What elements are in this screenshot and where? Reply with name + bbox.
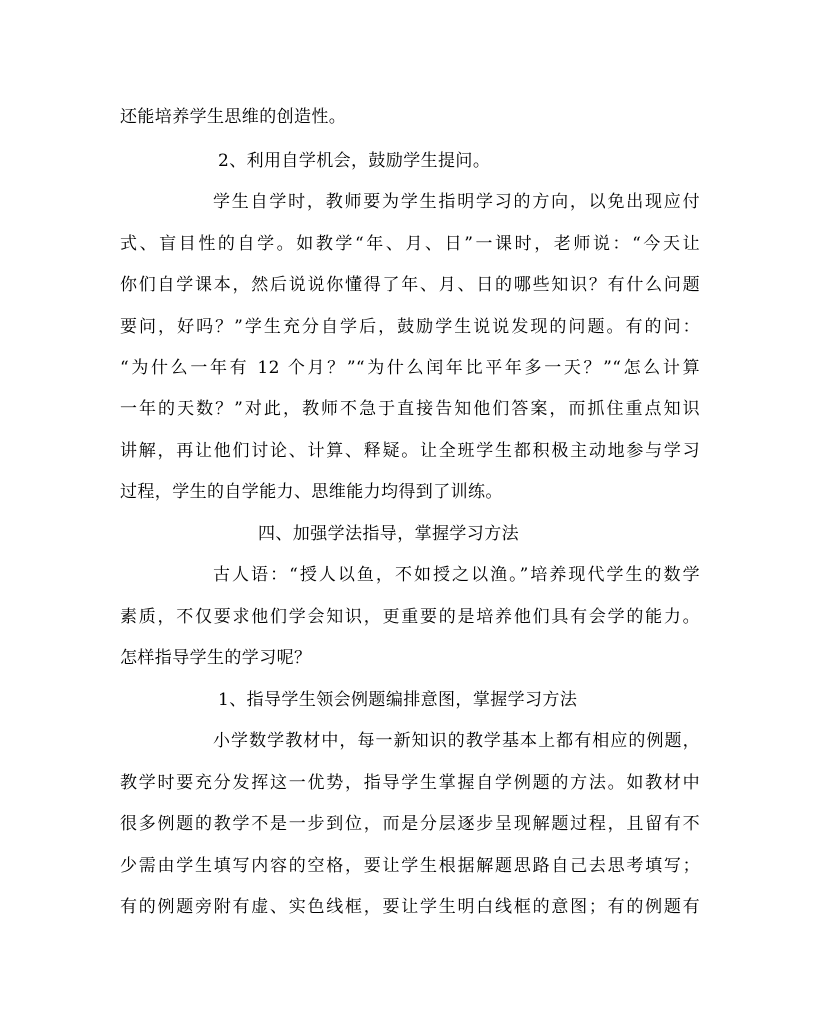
paragraph-line: 讲解，再让他们讨论、计算、释疑。让全班学生都积极主动地参与学习 — [120, 441, 700, 461]
paragraph-line: 素质，不仅要求他们学会知识，更重要的是培养他们具有会学的能力。 — [120, 607, 700, 627]
paragraph-line: 古人语：“授人以鱼，不如授之以渔。”培养现代学生的数学 — [213, 565, 700, 585]
text-line: 还能培养学生思维的创造性。 — [120, 107, 347, 127]
paragraph-line: 怎样指导学生的学习呢？ — [120, 648, 312, 668]
paragraph-line: 你们自学课本，然后说说你懂得了年、月、日的哪些知识？有什么问题 — [120, 275, 700, 295]
paragraph-line: 少需由学生填写内容的空格，要让学生根据解题思路自己去思考填写； — [120, 856, 700, 876]
paragraph-line: 式、盲目性的自学。如教学“年、月、日”一课时，老师说：“今天让 — [120, 234, 700, 254]
paragraph-line: 学生自学时，教师要为学生指明学习的方向，以免出现应付 — [213, 192, 700, 212]
paragraph-line: 一年的天数？”对此，教师不急于直接告知他们答案，而抓住重点知识 — [120, 399, 700, 419]
subheading: 2、利用自学机会，鼓励学生提问。 — [218, 151, 491, 171]
subheading: 1、指导学生领会例题编排意图，掌握学习方法 — [218, 690, 578, 710]
paragraph-line: 小学数学教材中，每一新知识的教学基本上都有相应的例题， — [213, 731, 700, 751]
paragraph-line: 要问，好吗？”学生充分自学后，鼓励学生说说发现的问题。有的问： — [120, 317, 700, 337]
paragraph-line: 教学时要充分发挥这一优势，指导学生掌握自学例题的方法。如教材中 — [120, 773, 700, 793]
section-heading: 四、加强学法指导，掌握学习方法 — [258, 524, 519, 544]
paragraph-line: “为什么一年有 12 个月？”“为什么闰年比平年多一天？”“怎么计算 — [120, 358, 700, 378]
paragraph-line: 有的例题旁附有虚、实色线框，要让学生明白线框的意图；有的例题有 — [120, 897, 700, 917]
paragraph-line: 过程，学生的自学能力、思维能力均得到了训练。 — [120, 482, 503, 502]
paragraph-line: 很多例题的教学不是一步到位，而是分层逐步呈现解题过程，且留有不 — [120, 814, 700, 834]
